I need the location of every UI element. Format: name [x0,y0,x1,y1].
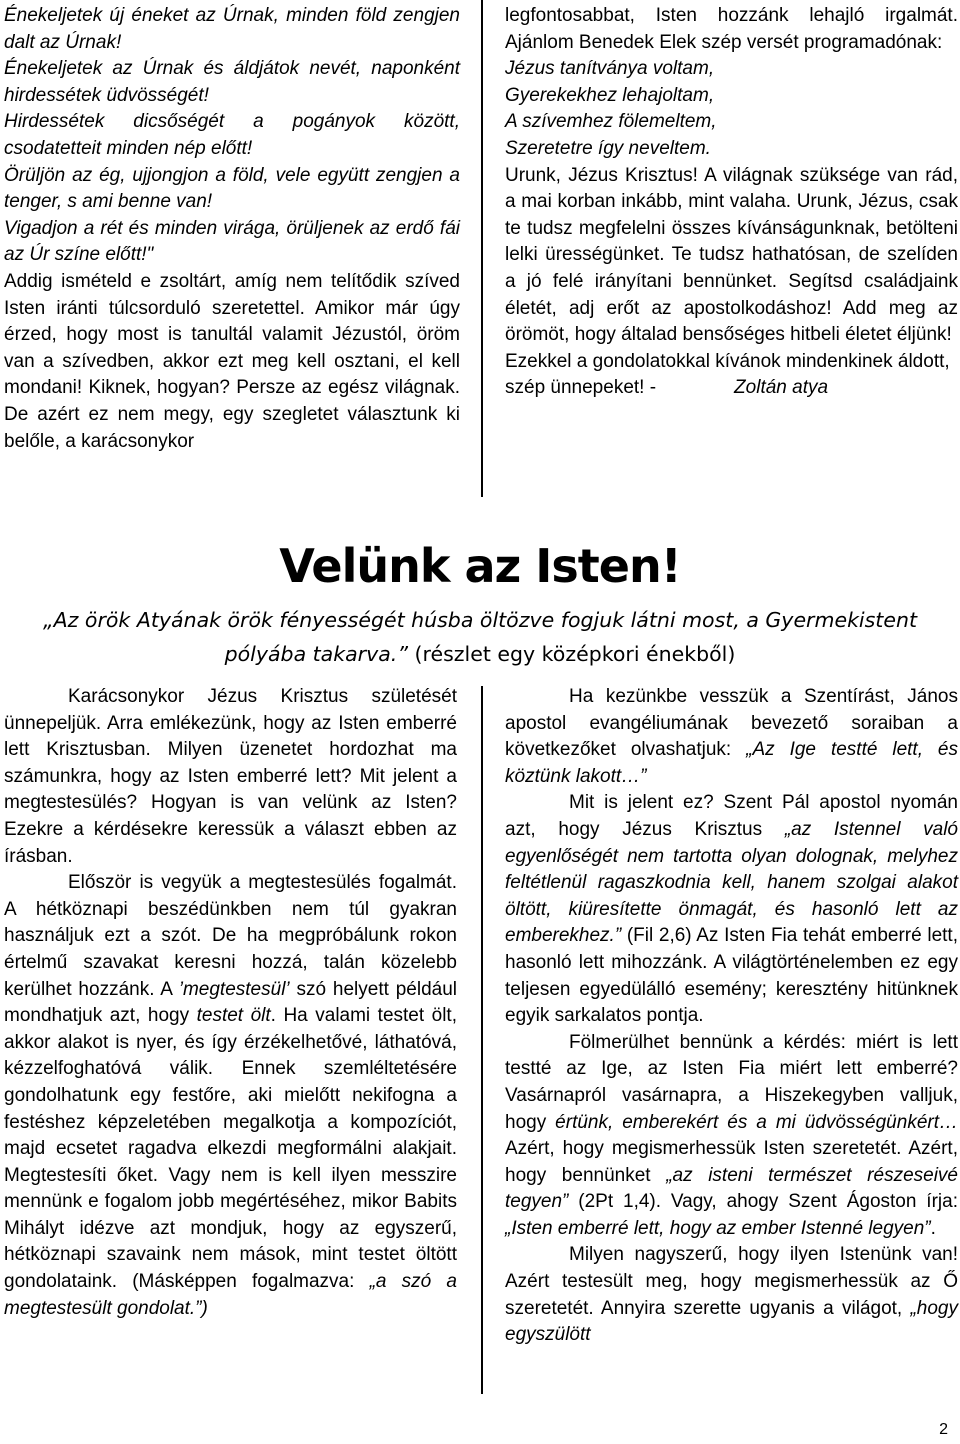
prayer-paragraph: Urunk, Jézus Krisztus! A világnak szüksége van rád, a mai korban inkább, mint valaha. Urunk, Jézus, csak te tudsz megfelelni összes kívánságunknak, betölteni lelki ürességünket. Te tudsz hathatósan, de szelíden a jó felé irányítani bennünket. Segítsd családjaink életét, adj erőt az apostolkodáshoz! Add meg az örömöt, hogy általad bensőséges hitbeli életet éljünk! [505,164,958,346]
text-run: Mit is jelent ez? Szent Pál apostol nyomán azt, hogy Jézus Krisztus [505,792,958,840]
poem-line: Jézus tanítványa voltam, [505,58,715,80]
closing-paragraph [505,349,958,402]
text-run: Ha kezünkbe vesszük a Szentírást, János apostol evangéliumának bevezető soraiban a következőket olvashatjuk: [505,686,958,761]
emphasis-text: testet ölt [196,1005,271,1027]
epigraph-source: (részlet egy középkori énekből) [414,642,736,666]
emphasis-text: „a szó a megtestesült gondolat.”) [4,1271,457,1319]
body-paragraph [505,1030,958,1243]
scripture-quote: „az isteni természet részeseivé tegyen” [505,1164,958,1213]
bottom-left-column [4,684,457,1322]
body-paragraph: Addig ismételd e zsoltárt, amíg nem telítődik szíved Isten iránti túlcsorduló szeretettel. Amikor már úgy érzed, hogy most is tanultál valamit Jézustól, öröm van a szívedben, akkor ezt meg kell osztani, el kell mondani! Kiknek, hogyan? Persze az egész világnak. De azért ez nem megy, egy szegletet választunk ki belőle, a karácsonykor [4,270,460,452]
body-paragraph [4,870,457,1322]
scripture-quote: „az Istennel való egyenlőségét nem tartotta olyan dolognak, melyhez feltétlenül ragaszkodnia kell, hanem szolgai alakot öltött, kiüresítette önmagát, és hasonló lett az emberekhez.” [505,818,958,947]
column-divider [481,686,483,1394]
scripture-quote: „Isten emberré lett, hogy az ember Istenné legyen” [505,1217,931,1239]
text-run: (Fil 2,6) Az Isten Fia tehát emberré lett, hasonló lett mihozzánk. A világtörténelemben ez egy teljesen egyedülálló esemény; keresztény hitünknek egyik sarkalatos pontja. [505,925,958,1027]
text-run: Fölmerülhet bennünk a kérdés: miért is lett testté az Ige, az Isten Fia miért lett emberré? Vasárnapról vasárnapra, a Hiszekegyben valljuk, hogy [505,1031,958,1133]
text-run: Milyen nagyszerű, hogy ilyen Istenünk van! Azért testesült meg, hogy megismerhessük az Ő szeretetét. Annyira szerette ugyanis a világot, [505,1244,958,1319]
text-run: (2Pt 1,4). Vagy, ahogy Szent Ágoston írja: [578,1191,958,1213]
psalm-line: Énekeljetek az Úrnak és áldjátok nevét, naponként hirdessétek üdvösségét! [4,58,460,106]
poem-line: Gyerekekhez lehajoltam, [505,84,715,106]
emphasis-text: ’megtestesül’ [178,978,290,1000]
page-title: Velünk az Isten! [279,539,681,593]
psalm-line: Örüljön az ég, ujjongjon a föld, vele együtt zengjen a tenger, s ami benne van! [4,164,460,213]
psalm-line: Vigadjon a rét és minden virága, örüljenek az erdő fái az Úr színe előtt!" [4,217,460,266]
body-paragraph: legfontosabbat, Isten hozzánk lehajló irgalmát. Ajánlom Benedek Elek szép versét programadónak: [505,5,958,53]
body-paragraph [505,1242,958,1348]
scripture-quote: „Az Ige testté lett, és köztünk lakott…” [505,739,958,787]
epigraph-quote: „Az örök Atyának örök fényességét húsba öltözve fogjuk látni most, a Gyermekistent pólyába takarva.” [43,608,917,666]
page-number: 2 [939,1421,948,1438]
text-run: szó helyett például mondhatjuk azt, hogy [4,978,457,1027]
text-run: . [930,1217,936,1239]
body-paragraph [505,684,958,790]
column-divider [481,0,483,497]
psalm-line: Hirdessétek dicsőségét a pogányok között, csodatetteit minden nép előtt! [4,111,460,159]
top-right-column [505,3,958,402]
scripture-quote: „hogy egyszülött [505,1297,958,1346]
poem-line: A szívemhez fölemeltem, [505,111,717,133]
epigraph [40,603,920,671]
bottom-right-column [505,684,958,1349]
text-run: Először is vegyük a megtestesülés fogalmát. A hétköznapi beszédünkben nem túl gyakran használjuk ezt a szót. De ha megpróbálunk rokon értelmű szavakat keresni hozzá, talán közelebb kerülhet hozzánk. A [4,872,457,1000]
text-run: Azért, hogy megismerhessük Isten szeretetét. Azért, hogy bennünket [505,1138,958,1186]
psalm-line: Énekeljetek új éneket az Úrnak, minden föld zengjen dalt az Úrnak! [4,5,460,53]
body-paragraph: Karácsonykor Jézus Krisztus születését ünnepeljük. Arra emlékezünk, hogy az Isten emberré lett Krisztusban. Milyen üzenetet hordozhat ma számunkra, hogy az Isten emberré lett? Mit jelent a megtestesülés? Hogyan is van velünk az Isten? Ezekre a kérdésekre keressük a választ ebben az írásban. [4,686,457,867]
closing-text: Ezekkel a gondolatokkal kívánok mindenkinek áldott, szép ünnepeket! - [505,350,950,399]
text-run: . Ha valami testet ölt, akkor alakot is nyer, és így érzékelhetővé, láthatóvá, kézzelfoghatóvá válik. Ennek szemléltetésére gondolhatunk egy festőre, aki mielőtt nekifogna a festéshez képzeletében megalkotja a kompozíciót, majd ecsetet ragadva elkezdi megformálni alakjait. Megtestesíti őket. Vagy nem is kell ilyen messzire mennünk e fogalom jobb megértéséhez, mikor Babits Mihályt idézve azt mondjuk, hogy az egyszerű, hétköznapi szavaink nem mások, mint testet öltött gondolataink. (Másképpen fogalmazva: [4,1005,457,1293]
top-left-column [4,3,460,455]
poem-line: Szeretetre így neveltem. [505,137,711,159]
signature: Zoltán atya [734,377,829,399]
body-paragraph [505,790,958,1029]
emphasis-text: értünk, emberekért és a mi üdvösségünkért… [555,1111,958,1133]
